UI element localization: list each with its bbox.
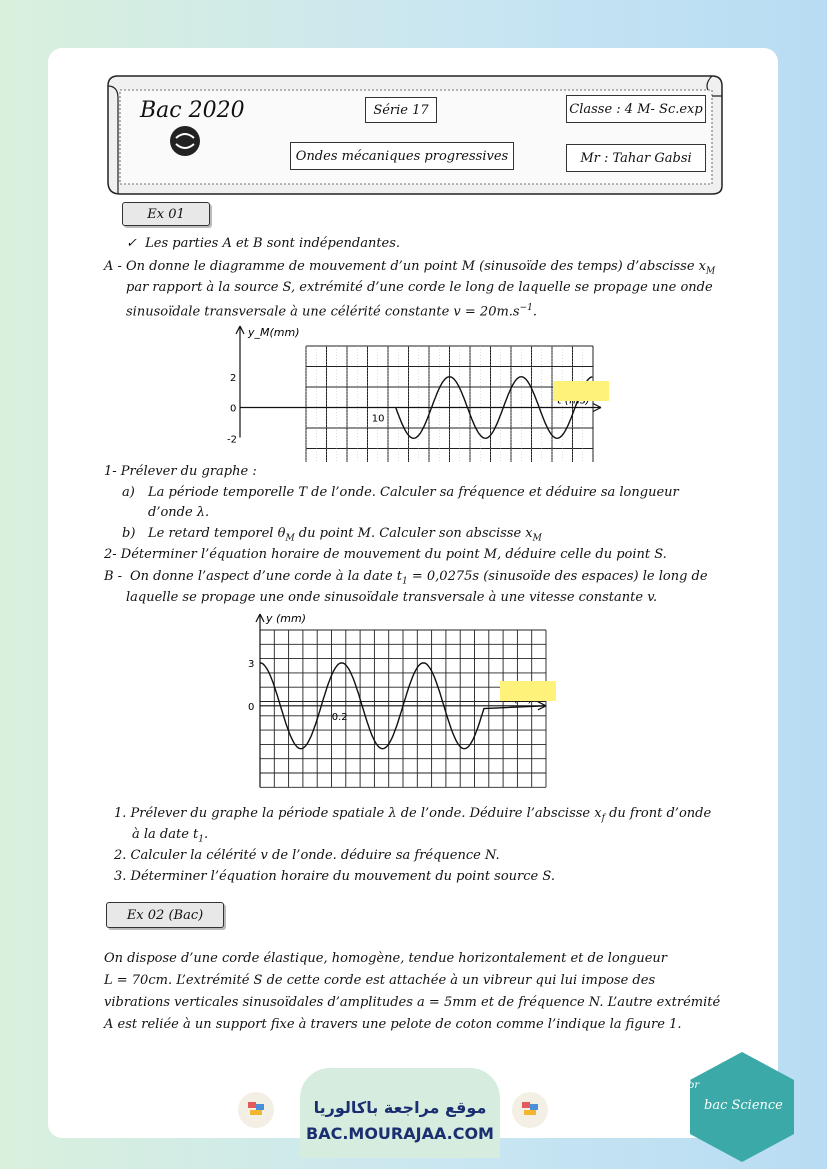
b-question-1: 1. Prélever du graphe la période spatiale λ de l’onde. Déduire l’abscisse $x_f$ du front d’onde	[114, 806, 712, 824]
ex02-title: Ex 02 (Bac)	[106, 902, 224, 928]
partB-line-2: laquelle se propage une onde sinusoïdale transversale à une vitesse constante v.	[126, 590, 658, 605]
q2: 2- Déterminer l’équation horaire de mouvement du point M, déduire celle du point S.	[104, 547, 667, 562]
footer-site-link[interactable]: BAC.MOURAJAA.COM	[306, 1124, 494, 1143]
chart-1-grid	[306, 346, 593, 462]
chart-1-axes	[236, 326, 601, 438]
badge-text: bac Science	[704, 1098, 783, 1113]
chart-2-ylabel: y (mm)	[266, 612, 307, 625]
footer-arabic: موقع مراجعة باكالوريا	[313, 1098, 487, 1117]
q1a-line-1: La période temporelle T de l’onde. Calculer sa fréquence et déduire sa longueur	[148, 485, 679, 500]
badge-prefix: br	[688, 1080, 700, 1091]
y-tick-label: 0	[230, 403, 237, 415]
subject-box: Ondes mécaniques progressives	[290, 142, 514, 170]
y-tick-label: 0	[248, 701, 255, 713]
teacher-box: Mr : Tahar Gabsi	[566, 144, 706, 172]
y-tick-label: 2	[230, 372, 237, 384]
logo-text: Bac 2020	[140, 98, 245, 123]
chart-1-ylabel: y_M(mm)	[248, 326, 300, 339]
partB-label: B -	[104, 569, 123, 584]
y-tick-label: 3	[248, 658, 255, 670]
ex01-title: Ex 01	[122, 202, 210, 226]
y-tick-label: -2	[227, 434, 237, 446]
partA-line-3: sinusoïdale transversale à une célérité constante $v = 20m.s^{-1}$.	[126, 303, 538, 320]
chart-1-xlabel-highlight	[553, 381, 609, 401]
ex02-line-1: On dispose d’une corde élastique, homogène, tendue horizontalement et de longueur	[104, 951, 667, 966]
q1a-label: a)	[122, 485, 135, 500]
ex01-note: ✓ Les parties A et B sont indépendantes.	[126, 236, 401, 251]
b-question-3: 3. Déterminer l’équation horaire du mouvement du point source S.	[114, 869, 555, 884]
q1a-line-2: d’onde λ.	[148, 505, 210, 520]
footer-left-logo-icon	[236, 1090, 276, 1130]
q1b-label: b)	[122, 526, 136, 541]
ex02-line-4: A est reliée à un support fixe à travers une pelote de coton comme l’indique la figure 1.	[104, 1017, 682, 1032]
partA-line-2: par rapport à la source S, extrémité d’une corde le long de laquelle se propage une onde	[126, 280, 713, 295]
partA-line-1: On donne le diagramme de mouvement d’un point M (sinusoïde des temps) d’abscisse $x_M$	[126, 259, 716, 277]
logo-emblem-icon	[168, 124, 202, 158]
q1b: Le retard temporel $\theta_M$ du point M. Calculer son abscisse $x_M$	[148, 526, 542, 544]
b-question-1-cont: à la date $t_1$.	[132, 827, 209, 845]
x-tick-label: 0.2	[331, 711, 348, 723]
q1: 1- Prélever du graphe :	[104, 464, 257, 479]
ex02-line-3: vibrations verticales sinusoïdales d’amplitudes a = 5mm et de fréquence N. L’autre extrémité	[104, 995, 721, 1010]
serie-box: Série 17	[365, 97, 437, 123]
chart-2-grid	[260, 630, 546, 787]
partA-label: A -	[104, 259, 122, 274]
x-tick-label: 10	[371, 413, 385, 425]
footer-right-logo-icon	[510, 1090, 550, 1130]
b-question-2: 2. Calculer la célérité v de l’onde. déduire sa fréquence N.	[114, 848, 500, 863]
partB-line-1: On donne l’aspect d’une corde à la date $t_1 = 0,0275s$ (sinusoïde des espaces) le long de	[130, 569, 708, 587]
chart-2-xlabel-highlight	[500, 681, 556, 701]
ex02-line-2: L = 70cm. L’extrémité S de cette corde est attachée à un vibreur qui lui impose des	[104, 973, 656, 988]
classe-box: Classe : 4 M- Sc.exp	[566, 95, 706, 123]
